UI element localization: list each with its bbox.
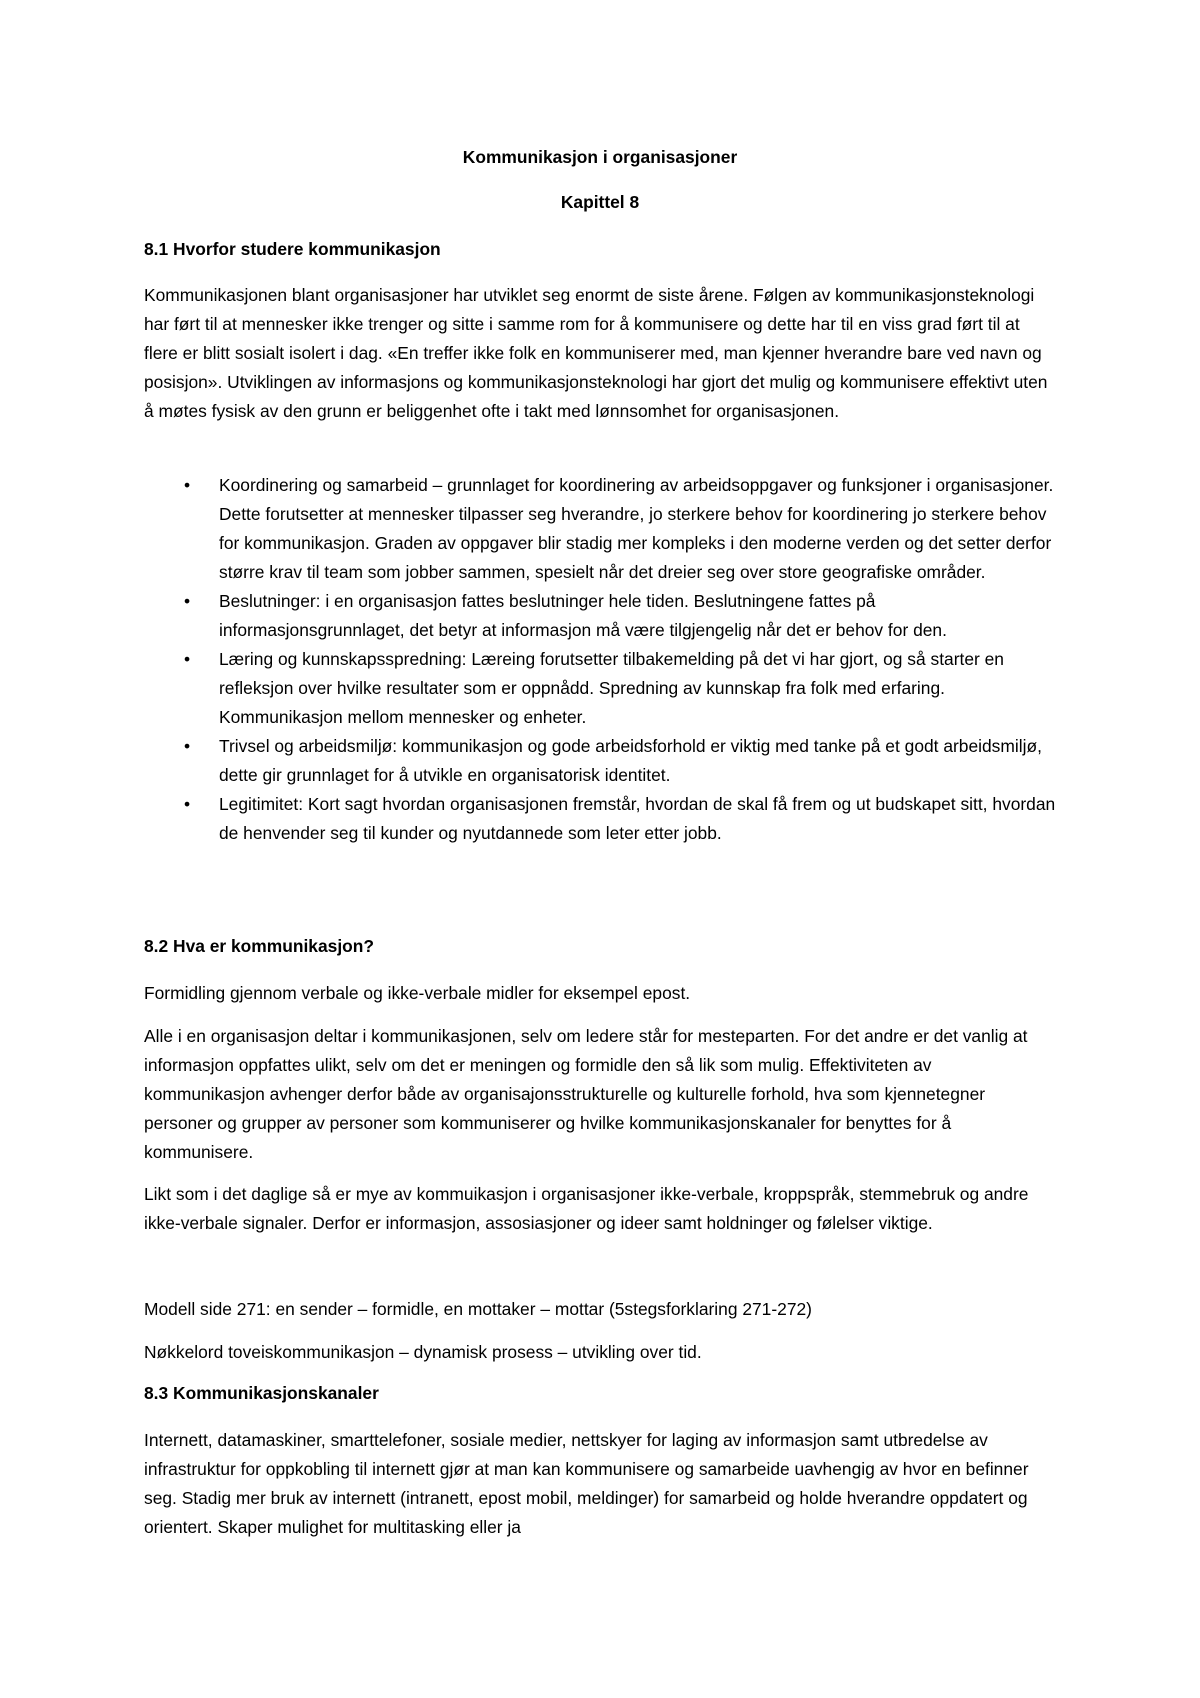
bullet-icon: • (184, 649, 191, 669)
list-item-text: Trivsel og arbeidsmiljø: kommunikasjon og gode arbeidsforhold er viktig med tanke på et godt arbeidsmiljø, dette gir grunnlaget for å utvikle en organisatorisk identitet. (219, 736, 1042, 785)
list-item-text: Legitimitet: Kort sagt hvordan organisasjonen fremstår, hvordan de skal få frem og ut budskapet sitt, hvordan de henvender seg til kunder og nyutdannede som leter etter jobb. (219, 794, 1056, 843)
list-item-text: Beslutninger: i en organisasjon fattes beslutninger hele tiden. Beslutningene fattes på informasjonsgrunnlaget, det betyr at informasjon må være tilgjengelig når det er behov for den. (219, 591, 947, 640)
document-title: Kommunikasjon i organisasjoner (462, 147, 738, 167)
section-8-1-paragraph: Kommunikasjonen blant organisasjoner har utviklet seg enormt de siste årene. Følgen av kommunikasjonsteknologi har ført til at mennesker ikke trenger og sitte i samme rom for å kommunisere og dette har til en viss grad ført til at flere er blitt sosialt isolert i dag. «En treffer ikke folk en kommuniserer med, man kjenner hverandre bare ved navn og posisjon». Utviklingen av informasjons og kommunikasjonsteknologi har gjort det mulig og kommunisere effektivt uten å møtes fysisk av den grunn er beliggenhet ofte i takt med lønnsomhet for organisasjonen. (144, 285, 1048, 421)
list-item (0, 471, 1200, 587)
bullet-icon: • (184, 794, 191, 814)
section-8-2-paragraph: Modell side 271: en sender – formidle, en mottaker – mottar (5stegsforklaring 271-272) (144, 1299, 812, 1319)
chapter-label: Kapittel 8 (560, 192, 640, 212)
bullet-icon: • (184, 475, 191, 495)
section-8-2-paragraph: Formidling gjennom verbale og ikke-verbale midler for eksempel epost. (144, 983, 691, 1003)
list-item (0, 587, 1200, 645)
section-heading-8-2: 8.2 Hva er kommunikasjon? (144, 936, 375, 956)
bullet-list (0, 471, 1200, 848)
section-8-3-paragraph: Internett, datamaskiner, smarttelefoner, sosiale medier, nettskyer for laging av informasjon samt utbredelse av infrastruktur for oppkobling til internett gjør at man kan kommunisere og samarbeide uavhengig av hvor en befinner seg. Stadig mer bruk av internett (intranett, epost mobil, meldinger) for samarbeid og holde hverandre oppdatert og orientert. Skaper mulighet for multitasking eller ja (144, 1430, 1029, 1537)
section-heading-8-3: 8.3 Kommunikasjonskanaler (144, 1383, 379, 1403)
list-item (0, 732, 1200, 790)
list-item (0, 790, 1200, 848)
bullet-icon: • (184, 591, 191, 611)
section-8-2-paragraph: Likt som i det daglige så er mye av kommuikasjon i organisasjoner ikke-verbale, kroppspråk, stemmebruk og andre ikke-verbale signaler. Derfor er informasjon, assosiasjoner og ideer samt holdninger og følelser viktige. (144, 1184, 1029, 1233)
section-8-2-paragraph: Alle i en organisasjon deltar i kommunikasjonen, selv om ledere står for mesteparten. For det andre er det vanlig at informasjon oppfattes ulikt, selv om det er meningen og formidle den så lik som mulig. Effektiviteten av kommunikasjon avhenger derfor både av organisajonsstrukturelle og kulturelle forhold, hva som kjennetegner personer og grupper av personer som kommuniserer og hvilke kommunikasjonskanaler for benyttes for å kommunisere. (144, 1026, 1028, 1162)
list-item-text: Koordinering og samarbeid – grunnlaget for koordinering av arbeidsoppgaver og funksjoner i organisasjoner. Dette forutsetter at mennesker tilpasser seg hverandre, jo sterkere behov for koordinering jo sterkere behov for kommunikasjon. Graden av oppgaver blir stadig mer kompleks i den moderne verden og det setter derfor større krav til team som jobber sammen, spesielt når det dreier seg over store geografiske områder. (219, 475, 1054, 582)
list-item-text: Læring og kunnskapsspredning: Læreing forutsetter tilbakemelding på det vi har gjort, og så starter en refleksjon over hvilke resultater som er oppnådd. Spredning av kunnskap fra folk med erfaring. Kommunikasjon mellom mennesker og enheter. (219, 649, 1004, 727)
bullet-icon: • (184, 736, 191, 756)
section-8-2-paragraph: Nøkkelord toveiskommunikasjon – dynamisk prosess – utvikling over tid. (144, 1342, 702, 1362)
list-item (0, 645, 1200, 732)
section-heading-8-1: 8.1 Hvorfor studere kommunikasjon (144, 239, 441, 259)
